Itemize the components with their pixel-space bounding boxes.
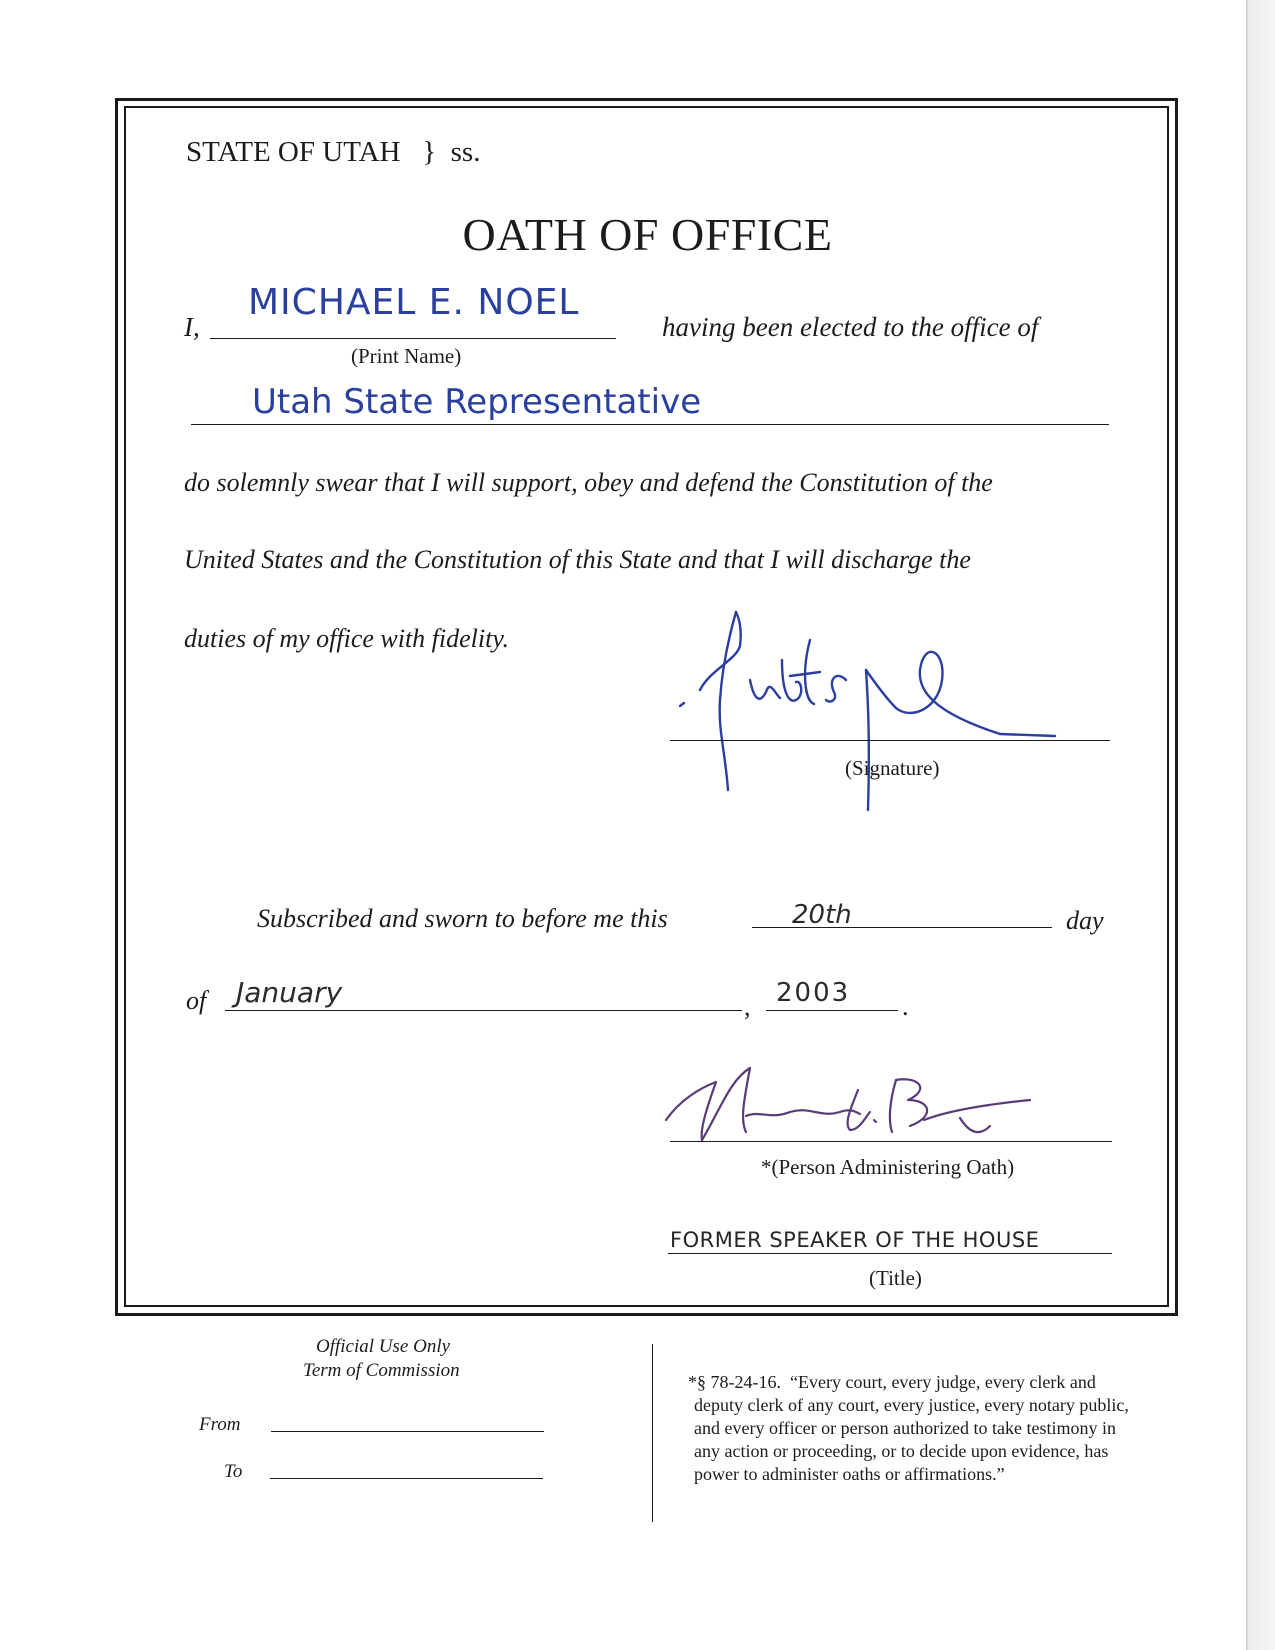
administrator-signature-line [670, 1141, 1112, 1142]
signature-line [670, 740, 1110, 741]
statute-line-2: deputy clerk of any court, every justice, every notary public, [694, 1395, 1129, 1415]
title-line [668, 1253, 1112, 1254]
year-line [766, 1010, 898, 1011]
oath-of-office-title: OATH OF OFFICE [462, 209, 833, 260]
handwritten-month: January [236, 976, 343, 1009]
office-line [191, 424, 1109, 425]
print-name-caption: (Print Name) [351, 344, 462, 368]
footer-divider [652, 1344, 653, 1522]
signature-caption: (Signature) [845, 756, 940, 780]
oath-body-line-2: United States and the Constitution of this State and that I will discharge the [184, 545, 971, 574]
date-comma: , [744, 992, 751, 1021]
handwritten-name: MICHAEL E. NOEL [248, 282, 580, 323]
statute-line-5: power to administer oaths or affirmations.” [694, 1464, 1005, 1484]
handwritten-office: Utah State Representative [252, 382, 702, 422]
official-use-heading: Official Use Only [316, 1336, 451, 1357]
to-line [270, 1478, 543, 1479]
handwritten-administrator-title: FORMER SPEAKER OF THE HOUSE [670, 1228, 1040, 1252]
day-label: day [1066, 906, 1104, 935]
state-of-utah-heading: STATE OF UTAH } ss. [186, 136, 481, 168]
administrator-signature-mark [660, 1060, 1050, 1150]
of-label: of [186, 986, 207, 1015]
from-line [271, 1431, 544, 1432]
i-prefix: I, [184, 312, 200, 342]
handwritten-day: 20th [792, 900, 852, 930]
elected-text: having been elected to the office of [662, 312, 1039, 342]
title-caption: (Title) [869, 1266, 922, 1290]
oath-body-line-1: do solemnly swear that I will support, obey and defend the Constitution of the [184, 468, 993, 497]
statute-line-3: and every officer or person authorized to take testimony in [694, 1418, 1117, 1438]
term-of-commission-heading: Term of Commission [303, 1360, 460, 1381]
from-label: From [199, 1414, 241, 1435]
oath-body-line-3: duties of my office with fidelity. [184, 624, 509, 653]
statute-line-4: any action or proceeding, or to decide upon evidence, has [694, 1441, 1109, 1461]
signature-mark [670, 600, 1070, 820]
handwritten-year: 2003 [776, 978, 851, 1008]
date-period: . [902, 992, 909, 1021]
day-line [752, 927, 1052, 928]
statute-line-1: *§ 78-24-16. “Every court, every judge, every clerk and [688, 1372, 1096, 1392]
administrator-caption: *(Person Administering Oath) [761, 1155, 1015, 1179]
print-name-line [210, 338, 616, 339]
month-line [225, 1010, 742, 1011]
to-label: To [224, 1461, 243, 1482]
subscribed-text: Subscribed and sworn to before me this [257, 904, 668, 933]
